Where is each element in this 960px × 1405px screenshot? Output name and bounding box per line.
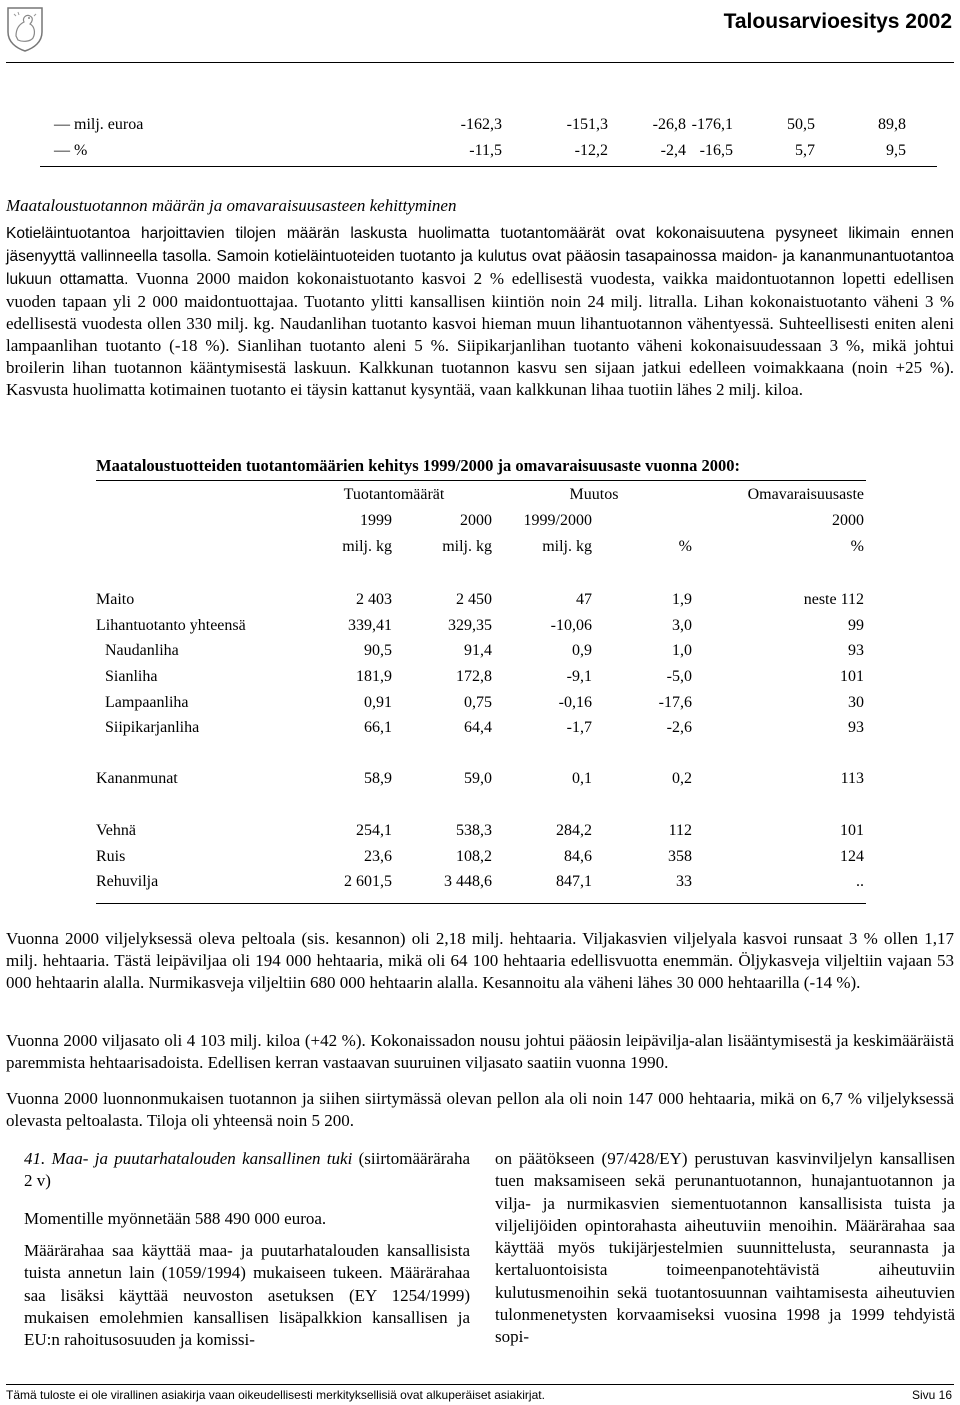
table-cell: 0,1 [572,770,592,787]
column-unit: milj. kg [542,538,592,555]
summary-divider [40,166,937,167]
summary-cell: -151,3 [566,116,608,133]
table-cell: 3,0 [672,617,692,634]
body-paragraph [6,222,954,401]
summary-cell: -12,2 [574,142,608,159]
summary-label: — % [54,142,88,159]
body-paragraph: Vuonna 2000 luonnonmukaisen tuotannon ja siihen siirtymässä olevan pellon ala oli noin 147 000 hehtaaria, mikä on 6,7 % viljelyksessä olevasta peltoalasta. Tiloja oli yhteensä noin 5 200. [6,1089,954,1130]
paragraph-text: Vuonna 2000 maidon kokonaistuotanto kasvoi 2 % edellisestä vuodesta, vaikka maidontuotannon lopetti edellisen vuoden tapaan yli 2 000 maidontuottajaa. Tuotanto ylitti kansallisen kiintiön noin 24 milj. litralla. Lihan kokonaistuotanto väheni 3 % edellisestä vuodesta ollen 330 milj. kg. Naudanlihan tuotanto kasvoi hieman muun lihantuotannon vähentyessä. Suhteellisesti eniten aleni lampaanlihan tuotanto (-18 %). Sianlihan tuotanto aleni 5 %. Siipikarjanlihan tuotanto väheni kokonaisuudessaan 3 %, mikä johtui broilerin lihan tuotannon kääntymisestä laskuun. Kalkkunan tuotannon kasvu sen sijaan jatkui edelleen voimakkaana (noin +25 %). Kasvusta huolimatta kotimainen tuotanto ei täysin kattanut kysyntää, vaan kalkkunan lihaa tuotiin lähes 2 milj. kiloa. [6,269,954,399]
table-cell: 1,9 [672,591,692,608]
table-header-row [0,538,960,560]
table-cell: -2,6 [666,719,692,736]
item-text-right: on päätökseen (97/428/EY) perustuvan kasvinviljelyn kansallisen tuen maksamiseen sekä perunantuotannon, hunajantuotannon ja vilja- ja nurmikasvien siementuotannon kansallisista tuista ja viljelijöiden opintorahasta aiheutuviin menoihin. Määrärahaa saa käyttää myös tukijärjestelmien suunnittelusta, seurannasta ja kertaluontoisista toimeenpanotehtävistä aiheutuviin kulutusmenoihin sekä tuotantosuunnan vaihtamisesta aiheutuvien tulonmenetysten korvaamiseksi vuosina 1998 ja 1999 tehdyistä sopi- [495,1149,955,1347]
table-cell: 2 601,5 [344,873,392,890]
summary-cell: 89,8 [878,116,906,133]
table-top-rule [96,480,866,481]
column-unit: % [678,538,692,555]
table-cell: 59,0 [464,770,492,787]
column-header: 2000 [832,512,864,529]
table-cell: 172,8 [456,668,492,685]
table-cell: .. [856,873,864,890]
table-cell: -1,7 [566,719,592,736]
table-cell: 99 [848,617,864,634]
paragraph-text: Kotieläintuotantoa harjoittavien tilojen määrän laskusta huolimatta tuotantomäärät ovat kokonaisuutena pysyneet likimain ennen jäsenyyttä vallinneella tasolla. Samoin kotieläintuoteiden tuotanto ja kulutus ovat pääosin tasapainossa maidon- ja kananmunantuotantoa lukuun ottamatta. [6,225,954,288]
row-label: Siipikarjanliha [105,719,200,736]
summary-row [0,142,960,164]
summary-cell: 50,5 [787,116,815,133]
table-cell: 0,9 [572,642,592,659]
body-paragraph: Vuonna 2000 viljelyksessä oleva peltoala (sis. kesannon) oli 2,18 milj. hehtaaria. Viljakasvien viljelyala kasvoi runsaat 3 % ollen 1,17 milj. hehtaaria. Tästä leipäviljaa oli 194 000 hehtaaria, mikä oli 64 100 hehtaaria edellisvuotta enemmän. Öljykasveja viljeltiin vajaan 53 000 hehtaarin alalla. Nurmikasveja viljeltiin 680 000 hehtaarin alalla. Kesannoitu ala väheni lähes 30 000 hehtaarilla (-14 %). [6,929,954,992]
row-label: Sianliha [105,668,158,685]
table-header-row [0,512,960,534]
row-label: Ruis [96,848,126,865]
table-cell: 358 [668,848,692,865]
appropriation-text: Momentille myönnetään 588 490 000 euroa. [24,1209,327,1228]
table-cell: 339,41 [348,617,392,634]
table-cell: 847,1 [556,873,592,890]
summary-label: — milj. euroa [54,116,144,133]
row-label: Maito [96,591,135,608]
table-cell: 254,1 [356,822,392,839]
table-cell: 93 [848,719,864,736]
table-cell: 58,9 [364,770,392,787]
column-group-header: Muutos [569,486,619,503]
table-header-row [0,486,960,508]
table-row [0,668,960,690]
row-label: Lihantuotanto yhteensä [96,617,246,634]
section-heading: Maataloustuotannon määrän ja omavaraisuusasteen kehittyminen [6,196,457,215]
summary-cell: -11,5 [469,142,502,159]
table-cell: 0,75 [464,694,492,711]
table-cell: 30 [848,694,864,711]
summary-cell: -2,4 [660,142,686,159]
table-cell: 108,2 [456,848,492,865]
item-title: Maa- ja puutarhatalouden kansallinen tuki [51,1149,353,1168]
table-cell: 112 [668,822,692,839]
column-group-header: Tuotantomäärät [343,486,445,503]
table-cell: 113 [840,770,864,787]
table-cell: -9,1 [566,668,592,685]
column-unit: milj. kg [342,538,392,555]
column-header: 1999/2000 [523,512,592,529]
summary-cell: -26,8 [652,116,686,133]
table-cell: 33 [676,873,692,890]
table-cell: 329,35 [448,617,492,634]
table-cell: 0,2 [672,770,692,787]
row-label: Vehnä [96,822,136,839]
document-title: Talousarvioesitys 2002 [723,10,952,33]
table-cell: 84,6 [564,848,592,865]
table-cell: 181,9 [356,668,392,685]
table-cell: -5,0 [666,668,692,685]
summary-row [0,116,960,138]
table-cell: 101 [840,668,864,685]
column-header: 2000 [460,512,492,529]
table-row [0,617,960,639]
row-label: Kananmunat [96,770,178,787]
table-row [0,848,960,870]
table-cell: neste 112 [803,591,864,608]
item-heading [24,1148,470,1193]
table-row [0,873,960,895]
table-cell: 91,4 [464,642,492,659]
table-row [0,642,960,664]
table-title: Maataloustuotteiden tuotantomäärien kehitys 1999/2000 ja omavaraisuusaste vuonna 2000: [96,456,740,475]
table-cell: 2 450 [456,591,492,608]
table-cell: 101 [840,822,864,839]
table-cell: -17,6 [658,694,692,711]
lion-coat-of-arms-icon [6,6,44,52]
table-cell: -10,06 [550,617,592,634]
table-cell: 124 [840,848,864,865]
body-paragraph: Vuonna 2000 viljasato oli 4 103 milj. kiloa (+42 %). Kokonaissadon nousu johtui pääosin leipävilja-alan lisääntymisestä ja keskimääräistä paremmista hehtaarisadoista. Edellisen kerran vastaavan suuruinen viljasato saatiin vuonna 1990. [6,1031,954,1072]
table-cell: -0,16 [558,694,592,711]
header-divider [6,62,954,63]
table-cell: 64,4 [464,719,492,736]
table-cell: 47 [576,591,592,608]
row-label: Rehuvilja [96,873,159,890]
column-unit: % [850,538,864,555]
item-number: 41. [24,1149,46,1168]
summary-cell: -176,1 [691,116,733,133]
table-cell: 0,91 [364,694,392,711]
table-cell: 2 403 [356,591,392,608]
table-cell: 93 [848,642,864,659]
table-cell: 90,5 [364,642,392,659]
summary-cell: -162,3 [460,116,502,133]
table-cell: 23,6 [364,848,392,865]
table-row [0,719,960,741]
item-subtitle: (siirtomääräraha 2 v) [24,1149,471,1191]
table-cell: 3 448,6 [444,873,492,890]
table-cell: 284,2 [556,822,592,839]
footer-divider [6,1384,954,1385]
table-cell: 66,1 [364,719,392,736]
table-row [0,591,960,613]
footer-note: Tämä tuloste ei ole virallinen asiakirja vaan oikeudellisesti merkityksellisiä ovat alkuperäiset asiakirjat. [6,1388,545,1402]
column-unit: milj. kg [442,538,492,555]
table-row [0,822,960,844]
row-label: Naudanliha [105,642,179,659]
table-bottom-rule [96,903,866,904]
summary-cell: 5,7 [795,142,815,159]
table-row [0,770,960,792]
column-group-header: Omavaraisuusaste [747,486,864,503]
page-number: Sivu 16 [911,1388,952,1402]
summary-cell: 9,5 [886,142,906,159]
table-row [0,694,960,716]
table-cell: 1,0 [672,642,692,659]
row-label: Lampaanliha [105,694,189,711]
summary-cell: -16,5 [699,142,733,159]
table-cell: 538,3 [456,822,492,839]
column-header: 1999 [360,512,392,529]
item-text-left: Määrärahaa saa käyttää maa- ja puutarhatalouden kansallisista tuista annetun lain (1059/1994) mukaiseen tukeen. Määrärahaa saa lisäksi käyttää neuvoston asetuksen (EY 1254/1999) mukaisen emolehmien kansallisen lisäpalkkion kansallisen ja EU:n rahoitusosuuden ja komissi- [24,1241,470,1350]
